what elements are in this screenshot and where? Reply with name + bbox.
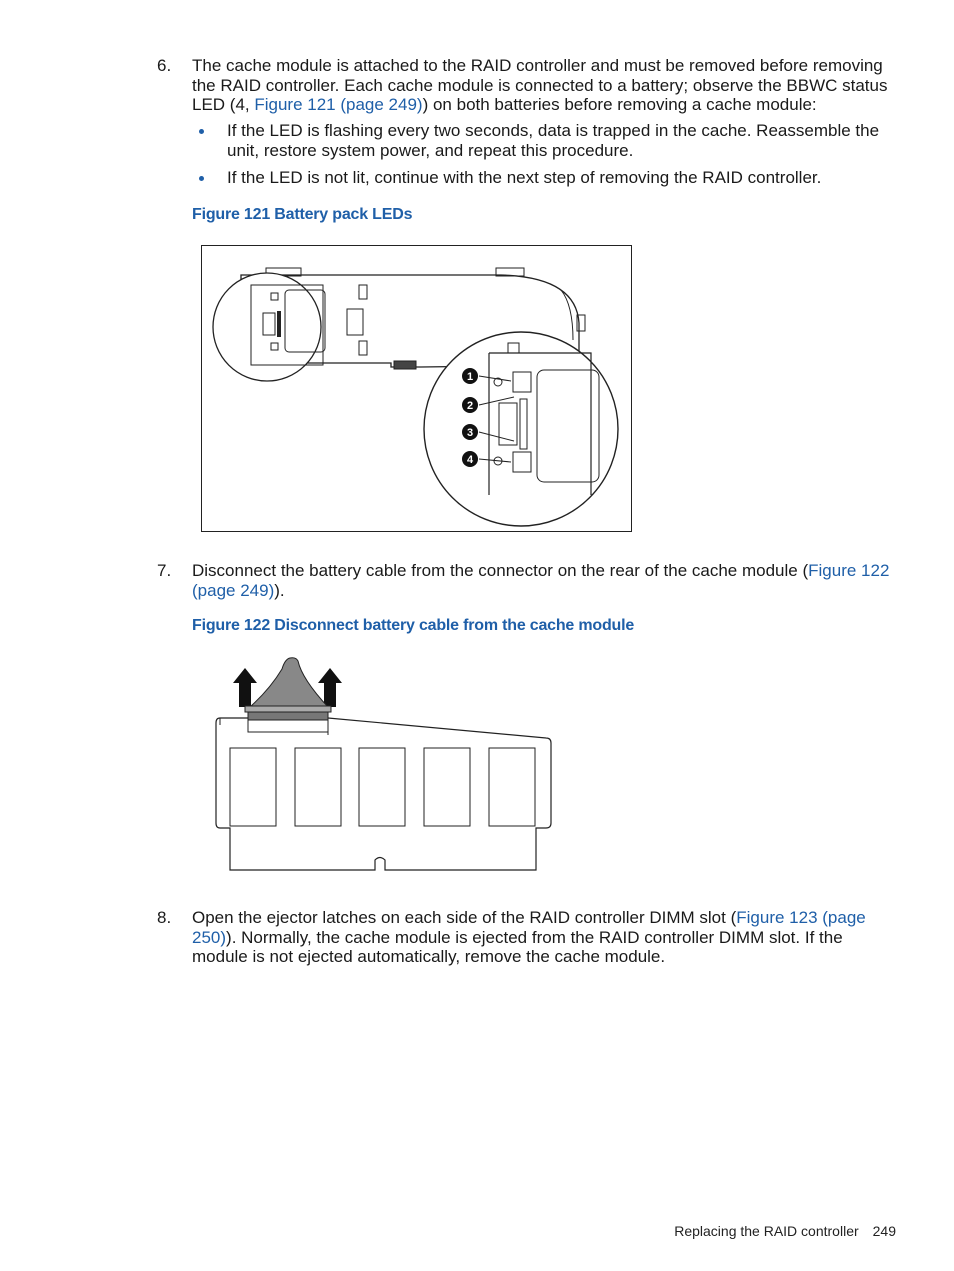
page-number: 249 — [872, 1223, 896, 1239]
svg-text:1: 1 — [466, 371, 474, 383]
step-text: Disconnect the battery cable from the connector on the rear of the cache module (Figure 122 (page 249)). — [192, 561, 890, 600]
svg-text:4: 4 — [466, 454, 474, 466]
battery-pack-illustration — [201, 245, 632, 532]
figure-121-caption: Figure 121 Battery pack LEDs — [192, 206, 413, 223]
figure-121-link[interactable]: Figure 121 (page 249) — [254, 95, 423, 114]
figure-123-link[interactable]: Figure 123 (page 250) — [192, 908, 866, 947]
bullet-dot-icon — [199, 176, 204, 181]
up-arrow-left-icon — [233, 668, 257, 707]
callout-1 — [462, 368, 478, 384]
page-footer — [674, 1223, 896, 1239]
step-text: The cache module is attached to the RAID controller and must be removed before removing the RAID controller. Each cache module is connected to a battery; observe the BBWC status LED (4, Figure 121 (page 249)) on both batteries before removing a cache module: — [192, 56, 888, 114]
callout-4 — [462, 451, 478, 467]
figure-122-link[interactable]: Figure 122 (page 249) — [192, 561, 890, 600]
step-number: 7. — [157, 561, 172, 580]
step-text: Open the ejector latches on each side of the RAID controller DIMM slot (Figure 123 (page 250)). Normally, the cache module is ejected from the RAID controller DIMM slot. If the module is not ejected automatically, remove the cache module. — [192, 908, 866, 966]
bullet-dot-icon — [199, 129, 204, 134]
cache-module-illustration — [210, 655, 560, 877]
svg-text:2: 2 — [466, 400, 474, 412]
step-number: 8. — [157, 908, 172, 927]
svg-text:3: 3 — [466, 427, 474, 439]
callout-2 — [462, 397, 478, 413]
step-number: 6. — [157, 56, 172, 75]
figure-122-caption: Figure 122 Disconnect battery cable from the cache module — [192, 617, 635, 634]
callout-3 — [462, 424, 478, 440]
footer-section-title: Replacing the RAID controller — [674, 1223, 859, 1239]
